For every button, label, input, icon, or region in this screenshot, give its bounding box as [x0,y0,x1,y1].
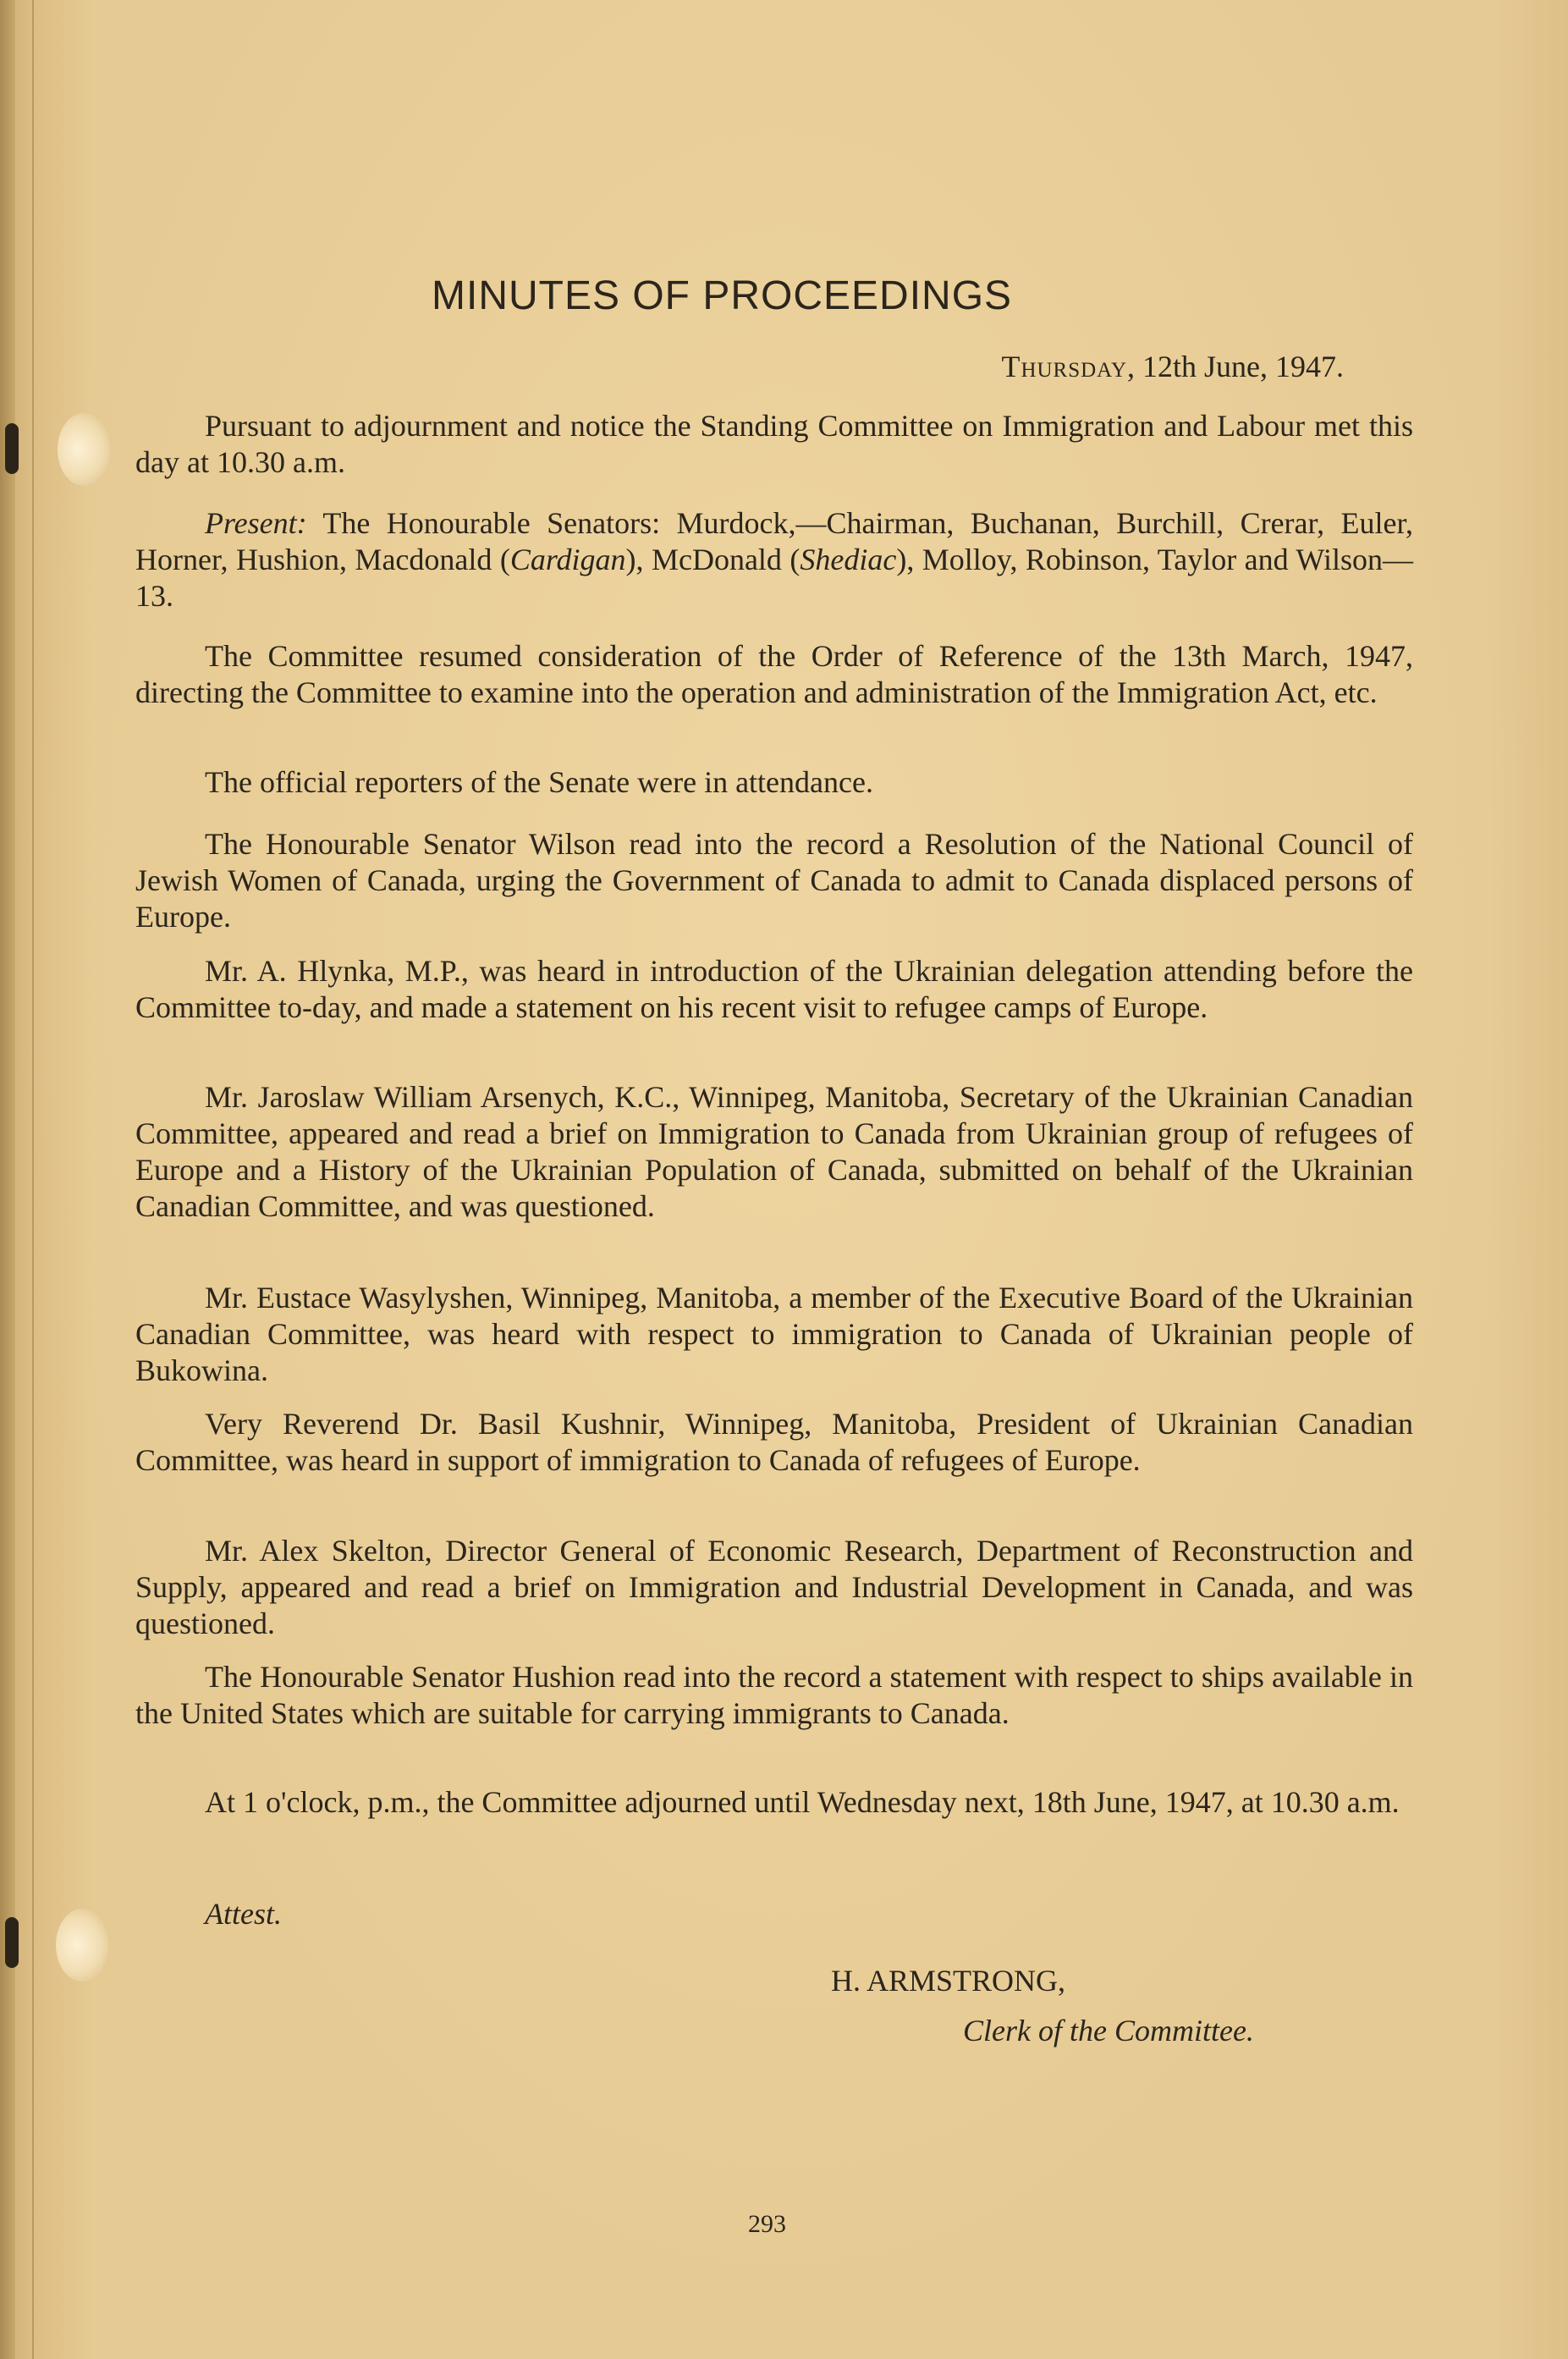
present-cardigan: Cardigan [509,543,626,576]
signer-name: H. ARMSTRONG, [831,1964,1066,1998]
present-label: Present: [205,506,307,540]
punch-hole-bottom [56,1909,108,1981]
paragraph-order-of-reference: The Committee resumed consideration of the Order of Reference of the 13th March, 1947, directing the Committee to examine into the operation and administration of the Immigration Act, etc. [135,639,1413,709]
date-weekday: Thursday [1001,350,1127,383]
paragraph-hushion: The Honourable Senator Hushion read into the record a statement with respect to ships available in the United States which are suitable for carrying immigrants to Canada. [135,1660,1413,1730]
paragraph-kushnir: Very Reverend Dr. Basil Kushnir, Winnipeg, Manitoba, President of Ukrainian Canadian Committee, was heard in support of immigration to Canada of refugees of Europe. [135,1407,1413,1477]
date-rest: , 12th June, 1947. [1127,350,1344,383]
document-title: MINUTES OF PROCEEDINGS [432,273,1013,318]
document-date [1001,349,1344,384]
page-number: 293 [748,2210,786,2238]
paragraph-arsenych: Mr. Jaroslaw William Arsenych, K.C., Winnipeg, Manitoba, Secretary of the Ukrainian Canadian Committee, appeared and read a brief on Immigration to Canada from Ukrainian group of refugees of Europe and a History of the Ukrainian Population of Canada, submitted on behalf of the Ukrainian Canadian Committee, and was questioned. [135,1080,1413,1223]
present-text-b: ), McDonald ( [625,543,801,576]
paragraph-hlynka: Mr. A. Hlynka, M.P., was heard in introduction of the Ukrainian delegation attending before the Committee to-day, and made a statement on his recent visit to refugee camps of Europe. [135,954,1413,1024]
present-text-c: ), Molloy, Robinson, Taylor and Wilson—13. [135,543,1413,613]
paragraph-wilson-resolution: The Honourable Senator Wilson read into the record a Resolution of the National Council of Jewish Women of Canada, urging the Government of Canada to admit to Canada displaced persons of Europe. [135,827,1413,934]
punch-hole-top [58,413,110,486]
paragraph-reporters: The official reporters of the Senate were in attendance. [205,765,873,799]
present-shediac: Shediac [800,543,897,576]
paragraph-meeting-notice: Pursuant to adjournment and notice the Standing Committee on Immigration and Labour met this day at 10.30 a.m. [135,409,1413,479]
paragraph-wasylyshen: Mr. Eustace Wasylyshen, Winnipeg, Manitoba, a member of the Executive Board of the Ukrainian Canadian Committee, was heard with respect to immigration to Canada of Ukrainian people of Bukowina. [135,1281,1413,1387]
paragraph-present [135,505,1413,615]
signer-title: Clerk of the Committee. [963,2014,1254,2048]
paragraph-adjournment: At 1 o'clock, p.m., the Committee adjourned until Wednesday next, 18th June, 1947, at 10.30 a.m. [205,1785,1400,1819]
paragraph-skelton: Mr. Alex Skelton, Director General of Economic Research, Department of Reconstruction and Supply, appeared and read a brief on Immigration and Industrial Development in Canada, and was questioned. [135,1534,1413,1640]
page-binding [0,0,15,2359]
binder-clip-bottom [5,1917,19,1968]
present-text-a: The Honourable Senators: Murdock,—Chairman, Buchanan, Burchill, Crerar, Euler, Horner, Hushion, Macdonald ( [135,506,1413,576]
attest-label: Attest. [205,1897,282,1931]
binder-clip-top [5,423,19,474]
page-edge-line [32,0,34,2359]
